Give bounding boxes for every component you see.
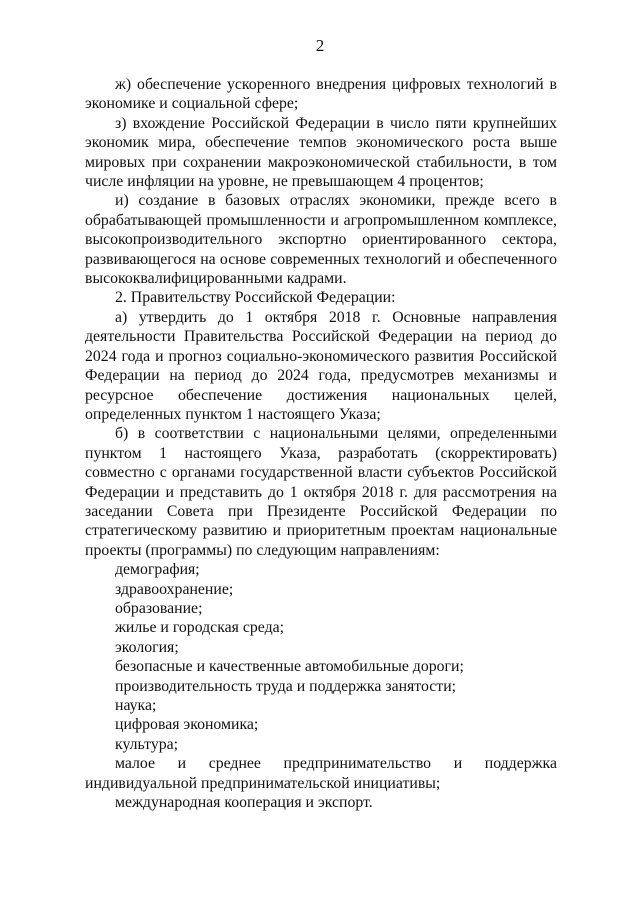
direction-item: цифровая экономика; [115, 716, 259, 734]
direction-item: экология; [115, 638, 179, 656]
paragraph-i: и) создание в базовых отраслях экономики, прежде всего в обрабатывающей промышленности и агропромышленном комплексе, высокопроизводительного экспортно ориентированного сектора, развивающегося на основе современных технологий и обеспеченного высококвалифицированными кадрами. [85, 192, 557, 288]
direction-item: здравоохранение; [115, 580, 234, 598]
paragraph-b: б) в соответствии с национальными целями, определенными пунктом 1 настоящего Указа, разработать (скорректировать) совместно с органами государственной власти субъектов Российской Федерации и представить до 1 октября 2018 г. для рассмотрения на заседании Совета при Президенте Российской Федерации по стратегическому развитию и приоритетным проектам национальные проекты (программы) по следующим направлениям: [85, 425, 557, 559]
direction-item: международная кооперация и экспорт. [115, 794, 373, 812]
paragraph-zh: ж) обеспечение ускоренного внедрения цифровых технологий в экономике и социальной сфере; [85, 76, 557, 113]
paragraph-z: з) вхождение Российской Федерации в число пяти крупнейших экономик мира, обеспечение темпов экономического роста выше мировых при сохранении макроэкономической стабильности, в том числе инфляции на уровне, не превышающем 4 процентов; [85, 114, 557, 191]
page-number: 2 [315, 36, 325, 55]
direction-item: наука; [115, 697, 157, 714]
direction-item: жилье и городская среда; [115, 619, 285, 637]
paragraph-section-2: 2. Правительству Российской Федерации: [115, 289, 396, 307]
paragraph-a: а) утвердить до 1 октября 2018 г. Основные направления деятельности Правительства Российской Федерации на период до 2024 года и прогноз социально-экономического развития Российской Федерации на период до 2024 года, предусмотрев механизмы и ресурсное обеспечение достижения национальных целей, определенных пунктом 1 настоящего Указа; [85, 308, 557, 423]
direction-item: образование; [115, 599, 203, 617]
direction-item: производительность труда и поддержка занятости; [115, 677, 457, 695]
direction-item: демография; [115, 561, 200, 579]
document-body [85, 75, 557, 812]
direction-item: безопасные и качественные автомобильные дороги; [115, 658, 464, 676]
direction-item: культура; [115, 735, 179, 753]
direction-item: малое и среднее предпринимательство и поддержка индивидуальной предпринимательской инициативы; [85, 755, 557, 792]
